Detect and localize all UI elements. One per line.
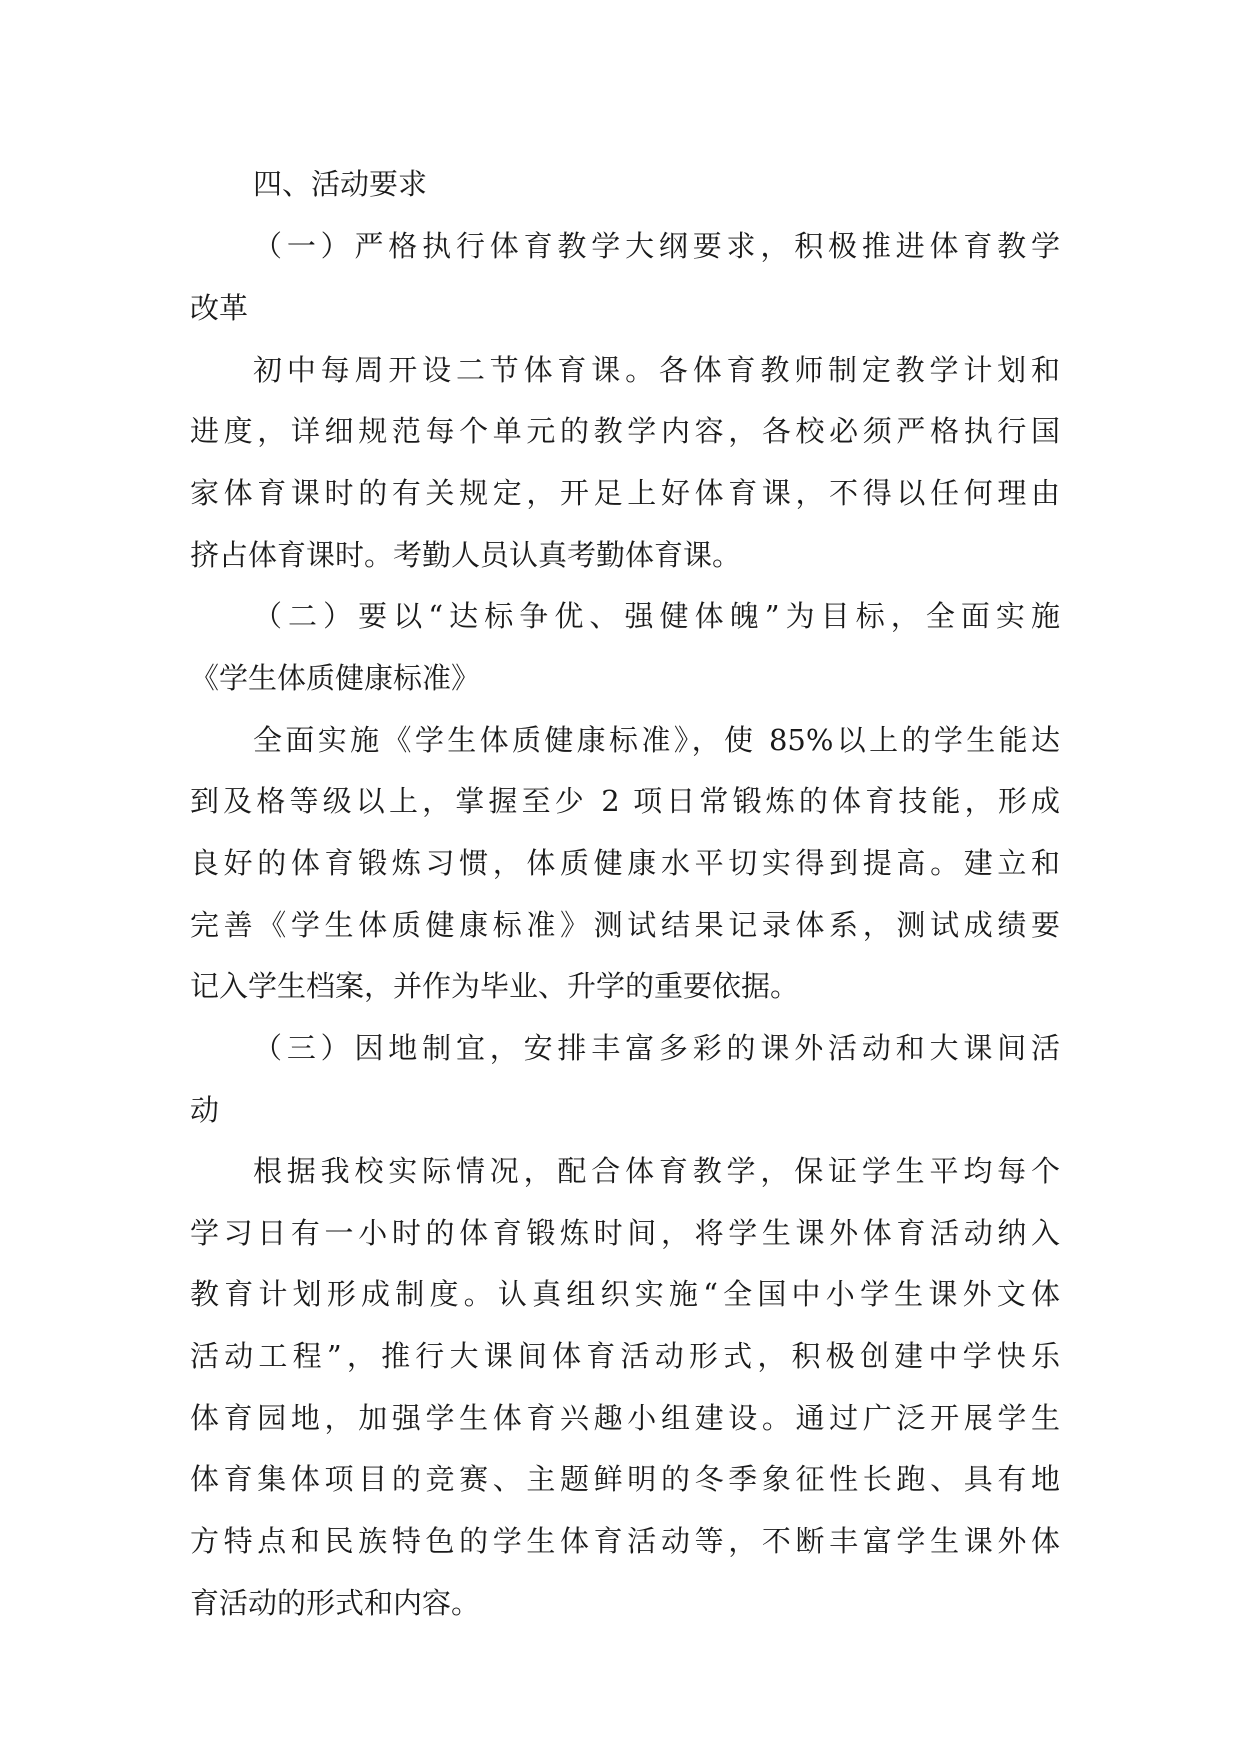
subsection-heading: （二）要以“达标争优、强健体魄”为目标，全面实施 <box>253 599 1060 633</box>
section-heading: 四、活动要求 <box>253 167 428 201</box>
paragraph-line: 根据我校实际情况，配合体育教学，保证学生平均每个 <box>253 1154 1060 1188</box>
paragraph-line: 初中每周开设二节体育课。各体育教师制定教学计划和 <box>253 353 1060 387</box>
paragraph-line: 方特点和民族特色的学生体育活动等，不断丰富学生课外体 <box>190 1524 1060 1558</box>
subsection-heading-continued: 动 <box>190 1093 220 1127</box>
paragraph-line: 体育集体项目的竞赛、主题鲜明的冬季象征性长跑、具有地 <box>190 1462 1060 1496</box>
paragraph-line: 活动工程”，推行大课间体育活动形式，积极创建中学快乐 <box>190 1339 1060 1373</box>
paragraph-line: 体育园地，加强学生体育兴趣小组建设。通过广泛开展学生 <box>190 1401 1060 1435</box>
paragraph-line: 挤占体育课时。考勤人员认真考勤体育课。 <box>190 538 742 572</box>
paragraph-line: 学习日有一小时的体育锻炼时间，将学生课外体育活动纳入 <box>190 1216 1060 1250</box>
paragraph-line: 育活动的形式和内容。 <box>190 1586 481 1620</box>
subsection-heading-continued: 改革 <box>190 291 249 325</box>
subsection-heading: （一）严格执行体育教学大纲要求，积极推进体育教学 <box>253 229 1060 263</box>
paragraph-line: 记入学生档案，并作为毕业、升学的重要依据。 <box>190 969 800 1003</box>
paragraph-line: 进度，详细规范每个单元的教学内容，各校必须严格执行国 <box>190 414 1060 448</box>
subsection-heading-continued: 《学生体质健康标准》 <box>190 661 481 695</box>
paragraph-line: 到及格等级以上，掌握至少 2 项日常锻炼的体育技能，形成 <box>190 784 1060 818</box>
paragraph-line: 完善《学生体质健康标准》测试结果记录体系，测试成绩要 <box>190 908 1060 942</box>
subsection-heading: （三）因地制宜，安排丰富多彩的课外活动和大课间活 <box>253 1031 1060 1065</box>
paragraph-line: 教育计划形成制度。认真组织实施“全国中小学生课外文体 <box>190 1277 1060 1311</box>
paragraph-line: 良好的体育锻炼习惯，体质健康水平切实得到提高。建立和 <box>190 846 1060 880</box>
paragraph-line: 全面实施《学生体质健康标准》，使 85%以上的学生能达 <box>253 723 1060 757</box>
paragraph-line: 家体育课时的有关规定，开足上好体育课，不得以任何理由 <box>190 476 1060 510</box>
